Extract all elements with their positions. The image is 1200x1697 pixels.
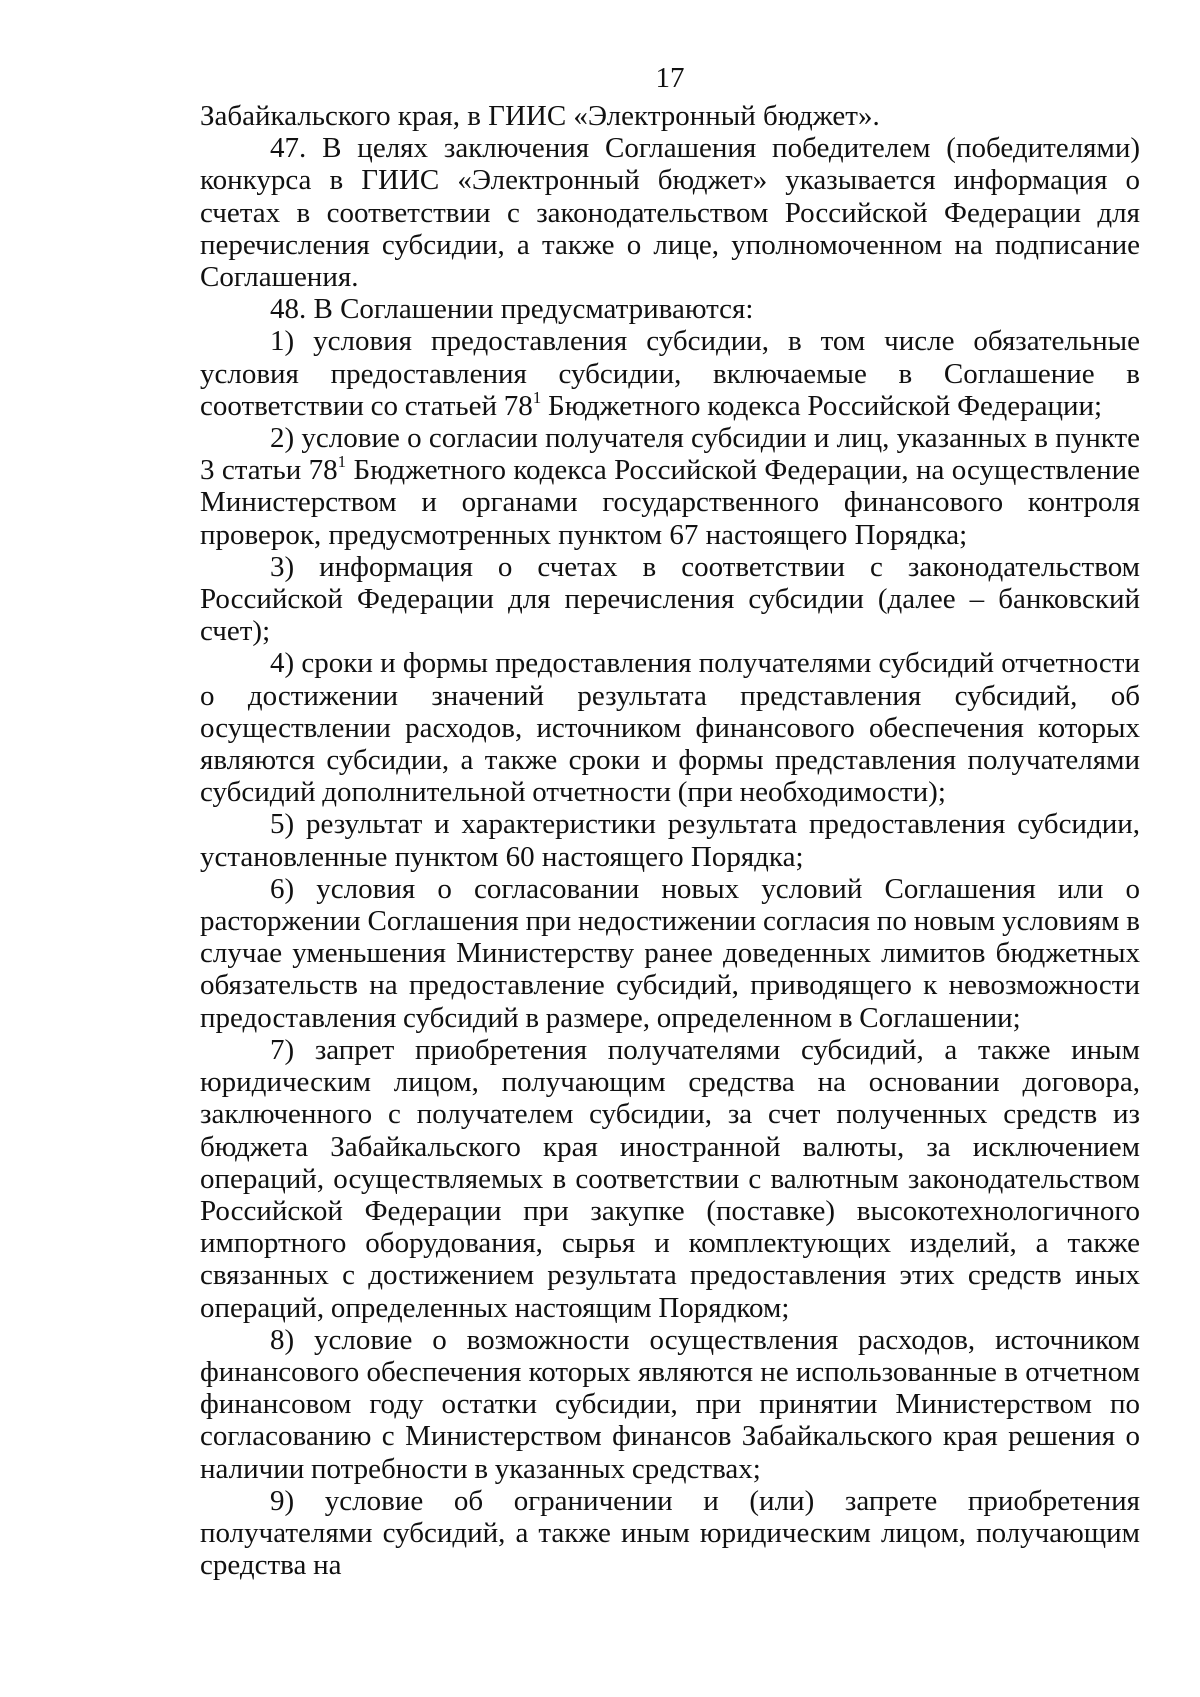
- paragraph-48: 48. В Соглашении предусматриваются:: [270, 293, 754, 326]
- list-item-1-text-end: Бюджетного кодекса Российской Федерации;: [541, 389, 1103, 422]
- superscript: 1: [532, 387, 542, 407]
- list-item-2: [200, 422, 1140, 551]
- list-item-6: 6) условия о согласовании новых условий Соглашения или о расторжении Соглашения при недостижении согласия по новым условиям в случае уменьшения Министерству ранее доведенных лимитов бюджетных обязательств на предоставление субсидий, приводящего к невозможности предоставления субсидий в размере, определенном в Соглашении;: [200, 872, 1140, 1034]
- list-item-2-text: 2) условие о согласии получателя субсидии и лиц, указанных в пункте 3 статьи 78: [200, 422, 1140, 487]
- list-item-4: 4) сроки и формы предоставления получателями субсидий отчетности о достижении значений результата представления субсидий, об осуществлении расходов, источником финансового обеспечения которых являются субсидии, а также сроки и формы представления получателями субсидий дополнительной отчетности (при необходимости);: [200, 647, 1140, 809]
- document-body: [200, 100, 1140, 1581]
- list-item-9: 9) условие об ограничении и (или) запрете приобретения получателями субсидий, а также иным юридическим лицом, получающим средства на: [200, 1484, 1140, 1582]
- list-item-2-text-end: Бюджетного кодекса Российской Федерации, на осуществление Министерством и органами государственного финансового контроля проверок, предусмотренных пунктом 67 настоящего Порядка;: [200, 454, 1140, 551]
- paragraph-continuation: Забайкальского края, в ГИИС «Электронный бюджет».: [200, 100, 880, 132]
- paragraph-47: 47. В целях заключения Соглашения победителем (победителями) конкурса в ГИИС «Электронный бюджет» указывается информация о счетах в соответствии с законодательством Российской Федерации для перечисления субсидии, а также о лице, уполномоченном на подписание Соглашения.: [200, 132, 1140, 294]
- list-item-5: 5) результат и характеристики результата предоставления субсидии, установленные пунктом 60 настоящего Порядка;: [200, 808, 1140, 873]
- list-item-1-text: 1) условия предоставления субсидии, в том числе обязательные условия предоставления субсидии, включаемые в Соглашение в соответствии со статьей 78: [200, 325, 1140, 422]
- page-number: 17: [655, 62, 685, 94]
- list-item-3: 3) информация о счетах в соответствии с законодательством Российской Федерации для перечисления субсидии (далее – банковский счет);: [200, 550, 1140, 648]
- list-item-8: 8) условие о возможности осуществления расходов, источником финансового обеспечения которых являются не использованные в отчетном финансовом году остатки субсидии, при принятии Министерством по согласованию с Министерством финансов Забайкальского края решения о наличии потребности в указанных средствах;: [200, 1323, 1140, 1485]
- list-item-7: 7) запрет приобретения получателями субсидий, а также иным юридическим лицом, получающим средства на основании договора, заключенного с получателем субсидии, за счет полученных средств из бюджета Забайкальского края иностранной валюты, за исключением операций, осуществляемых в соответствии с валютным законодательством Российской Федерации при закупке (поставке) высокотехнологичного импортного оборудования, сырья и комплектующих изделий, а также связанных с достижением результата предоставления этих средств иных операций, определенных настоящим Порядком;: [200, 1033, 1140, 1324]
- document-page: [200, 58, 1140, 1581]
- superscript: 1: [337, 452, 347, 472]
- list-item-1: [200, 325, 1140, 422]
